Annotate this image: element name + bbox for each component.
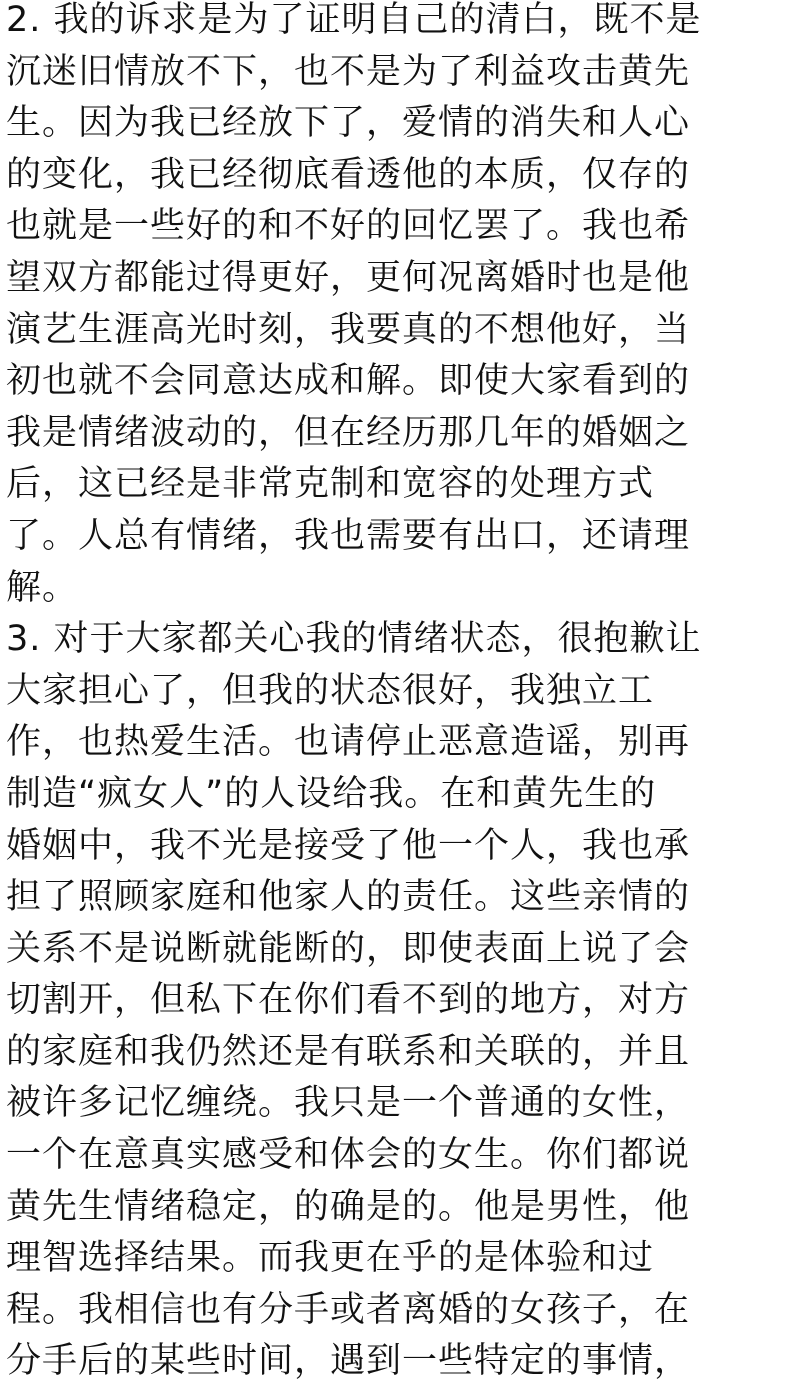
- text-line: 生。因为我已经放下了，爱情的消失和人心: [6, 103, 691, 144]
- text-line: 关系不是说断就能断的，即使表面上说了会: [6, 928, 691, 969]
- text-line: 2. 我的诉求是为了证明自己的清白，既不是: [6, 0, 702, 40]
- statement-text: [6, 0, 796, 1388]
- text-line: 切割开，但私下在你们看不到的地方，对方: [6, 980, 691, 1021]
- text-line: 的变化，我已经彻底看透他的本质，仅存的: [6, 154, 691, 195]
- text-line: 分手后的某些时间，遇到一些特定的事情，: [6, 1341, 691, 1382]
- text-line: 望双方都能过得更好，更何况离婚时也是他: [6, 257, 691, 298]
- text-line: 初也就不会同意达成和解。即使大家看到的: [6, 361, 691, 402]
- text-line: 沉迷旧情放不下，也不是为了利益攻击黄先: [6, 51, 691, 92]
- text-line: 后，这已经是非常克制和宽容的处理方式: [6, 464, 655, 505]
- text-line: 也就是一些好的和不好的回忆罢了。我也希: [6, 206, 691, 247]
- text-line: 婚姻中，我不光是接受了他一个人，我也承: [6, 825, 691, 866]
- text-line: 制造“疯女人”的人设给我。在和黄先生的: [6, 773, 657, 814]
- text-line: 了。人总有情绪，我也需要有出口，还请理: [6, 515, 691, 556]
- text-line: 黄先生情绪稳定，的确是的。他是男性，他: [6, 1186, 691, 1227]
- text-line: 解。: [6, 567, 79, 608]
- text-line: 作，也热爱生活。也请停止恶意造谣，别再: [6, 722, 691, 763]
- text-line: 我是情绪波动的，但在经历那几年的婚姻之: [6, 412, 691, 453]
- text-line: 程。我相信也有分手或者离婚的女孩子，在: [6, 1289, 691, 1330]
- text-line: 理智选择结果。而我更在乎的是体验和过: [6, 1238, 655, 1279]
- text-line: 的家庭和我仍然还是有联系和关联的，并且: [6, 1031, 691, 1072]
- text-line: 3. 对于大家都关心我的情绪状态，很抱歉让: [6, 619, 702, 660]
- text-line: 一个在意真实感受和体会的女生。你们都说: [6, 1135, 691, 1176]
- text-line: 被许多记忆缠绕。我只是一个普通的女性，: [6, 1083, 691, 1124]
- text-line: 演艺生涯高光时刻，我要真的不想他好，当: [6, 309, 691, 350]
- text-line: 担了照顾家庭和他家人的责任。这些亲情的: [6, 877, 691, 918]
- text-line: 大家担心了，但我的状态很好，我独立工: [6, 670, 655, 711]
